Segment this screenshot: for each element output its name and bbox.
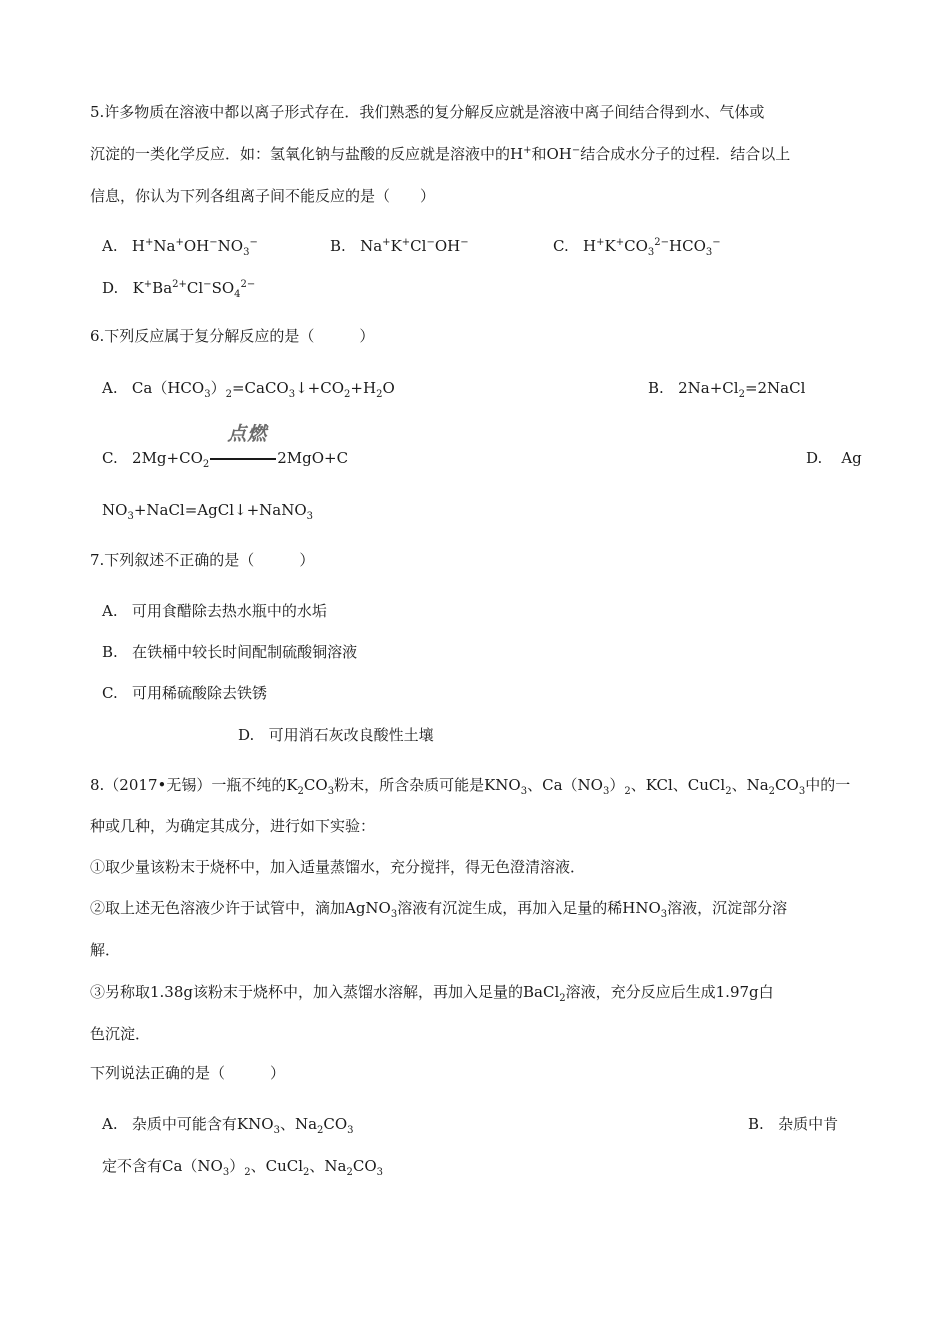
q6-option-d[interactable]: D. Ag	[806, 449, 862, 467]
q8-step2-continued: 解．	[90, 941, 121, 959]
option-label: C.	[102, 449, 118, 467]
q8-option-b[interactable]: B. 杂质中肯	[748, 1115, 839, 1133]
q7-option-c[interactable]: C. 可用稀硫酸除去铁锈	[102, 684, 268, 702]
q7-option-b[interactable]: B. 在铁桶中较长时间配制硫酸铜溶液	[102, 643, 358, 661]
option-label: D.	[806, 449, 823, 467]
option-label: B.	[330, 237, 346, 255]
q7-stem: 7.下列叙述不正确的是（ ）	[90, 551, 315, 569]
option-label: B.	[748, 1115, 764, 1133]
option-label: A.	[102, 602, 118, 620]
q5-option-a[interactable]: A. $H^+Na^+OH^-NO_3^-$	[102, 237, 258, 258]
q5-stem-line3: 信息，你认为下列各组离子间不能反应的是（ ）	[90, 187, 436, 205]
option-label: C.	[102, 684, 118, 702]
option-label: A.	[102, 1115, 118, 1133]
option-label: B.	[102, 643, 118, 661]
q5-option-c[interactable]: C. $H^+K^+CO_3^{2-}HCO_3^-$	[553, 237, 721, 258]
q6-option-b[interactable]: B. $2Na+Cl_2=2NaCl$	[648, 379, 806, 400]
q5-option-b[interactable]: B. Na+K+Cl−OH−	[330, 237, 469, 255]
q8-option-a[interactable]: A. 杂质中可能含有$KNO_3$、$Na_2CO_3$	[102, 1115, 354, 1136]
q6-stem: 6.下列反应属于复分解反应的是（ ）	[90, 327, 375, 345]
reaction-condition: 点燃	[227, 423, 268, 445]
option-label: B.	[648, 379, 664, 397]
reaction-condition-arrow	[209, 423, 277, 468]
q8-step3-continued: 色沉淀．	[90, 1025, 151, 1043]
option-label: C.	[553, 237, 569, 255]
q5-stem-line1: 5.许多物质在溶液中都以离子形式存在．我们熟悉的复分解反应就是溶液中离子间结合得到水、气体或	[90, 103, 765, 121]
q8-stem-line1: 8.（2017•无锡）一瓶不纯的$K_2CO_3$粉末，所含杂质可能是$KNO_3$、$Ca(NO_3)_2$、KCl、CuCl$_2$、$Na_2CO_3$中的一	[90, 776, 851, 797]
option-label: D.	[102, 279, 119, 297]
q7-option-d[interactable]: D. 可用消石灰改良酸性土壤	[238, 726, 434, 744]
q6-option-d-continued: $NO_3+NaCl=AgCl↓+NaNO_3$	[102, 501, 314, 522]
q8-stem-line2: 种或几种，为确定其成分，进行如下实验：	[90, 817, 376, 835]
q7-option-a[interactable]: A. 可用食醋除去热水瓶中的水垢	[102, 602, 327, 620]
q6-option-c[interactable]: C. $2Mg+CO_2$ 点燃 2MgO+C	[102, 423, 349, 470]
q6-option-a[interactable]: A. $Ca(HCO_3)_2=CaCO_3↓+CO_2+H_2O$	[102, 379, 395, 400]
option-label: D.	[238, 726, 255, 744]
q5-option-d[interactable]: D. $K^+Ba^{2+}Cl^-SO_4^{2-}$	[102, 279, 256, 300]
option-label: A.	[102, 379, 118, 397]
q8-step3: ③另称取1.38g该粉末于烧杯中，加入蒸馏水溶解，再加入足量的BaCl$_2$溶液，充分反应后生成1.97g白	[90, 983, 774, 1004]
q8-step2: ②取上述无色溶液少许于试管中，滴加AgNO$_3$溶液有沉淀生成，再加入足量的稀$HNO_3$溶液，沉淀部分溶	[90, 899, 788, 920]
q8-step1: ①取少量该粉末于烧杯中，加入适量蒸馏水，充分搅拌，得无色澄清溶液．	[90, 858, 586, 876]
q8-ask: 下列说法正确的是（ ）	[90, 1064, 286, 1082]
option-label: A.	[102, 237, 118, 255]
q5-stem-line2: 沉淀的一类化学反应．如：氢氧化钠与盐酸的反应就是溶液中的H+和OH−结合成水分子的过程．结合以上	[90, 145, 791, 163]
q8-option-b-continued: 定不含有$Ca(NO_3)_2$、CuCl$_2$、$Na_2CO_3$	[102, 1157, 384, 1178]
